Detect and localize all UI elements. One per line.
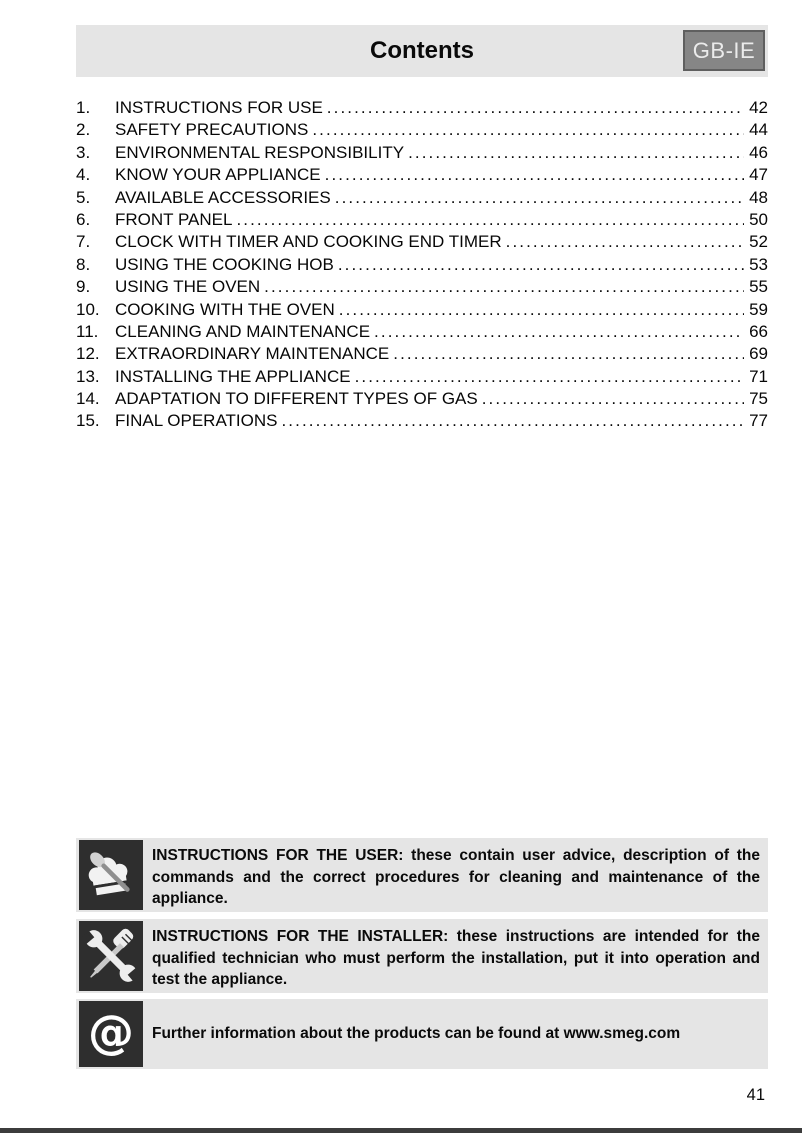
toc-entry[interactable] (76, 410, 768, 432)
toc-entry-page: 53 (749, 254, 768, 274)
toc-entry-page: 77 (749, 411, 768, 431)
toc-entry[interactable] (76, 97, 768, 119)
toc-entry-page: 46 (749, 142, 768, 162)
info-box-installer-text: INSTRUCTIONS FOR THE INSTALLER: these instructions are intended for the qualified technician who must perform the installation, put it into operation and test the appliance. (152, 928, 760, 988)
info-box-user (76, 838, 768, 912)
toc-entry-title: KNOW YOUR APPLIANCE (115, 165, 321, 185)
at-symbol-icon (79, 1001, 143, 1067)
toc-entry-title: COOKING WITH THE OVEN (115, 299, 335, 319)
toc-dotted-leader (312, 119, 744, 141)
at-glyph: @ (88, 1005, 134, 1059)
footer-rule (0, 1128, 802, 1133)
toc-dotted-leader (408, 142, 744, 164)
info-box-web-text: Further information about the products can be found at www.smeg.com (152, 1025, 681, 1043)
toc-dotted-leader (506, 231, 744, 253)
toc-entry-title: FRONT PANEL (115, 209, 233, 229)
toc-entry-title: INSTALLING THE APPLIANCE (115, 366, 351, 386)
toc-entry-page: 69 (749, 344, 768, 364)
wrench-screwdriver-icon (79, 921, 143, 991)
toc-entry[interactable] (76, 276, 768, 298)
toc-entry[interactable] (76, 119, 768, 141)
toc-entry-page: 44 (749, 120, 768, 140)
toc-entry-title: USING THE OVEN (115, 277, 261, 297)
toc-dotted-leader (338, 254, 744, 276)
toc-entry[interactable] (76, 187, 768, 209)
toc-entry-number: 6. (76, 209, 91, 229)
toc-dotted-leader (335, 187, 744, 209)
toc-entry-title: FINAL OPERATIONS (115, 411, 278, 431)
toc-entry-number: 7. (76, 232, 91, 252)
toc-entry[interactable] (76, 343, 768, 365)
toc-entry-title: CLEANING AND MAINTENANCE (115, 321, 371, 341)
toc-entry-page: 71 (749, 366, 768, 386)
table-of-contents (76, 97, 768, 433)
toc-entry-page: 52 (749, 232, 768, 252)
toc-entry-number: 3. (76, 142, 91, 162)
toc-entry-title: EXTRAORDINARY MAINTENANCE (115, 344, 390, 364)
toc-entry-number: 11. (76, 321, 99, 341)
info-box-installer (76, 919, 768, 993)
toc-entry-number: 9. (76, 277, 91, 297)
toc-entry-page: 66 (749, 321, 768, 341)
toc-entry-title: USING THE COOKING HOB (115, 254, 334, 274)
toc-entry[interactable] (76, 231, 768, 253)
toc-entry-page: 59 (749, 299, 768, 319)
toc-entry-title: CLOCK WITH TIMER AND COOKING END TIMER (115, 232, 502, 252)
toc-entry-title: ENVIRONMENTAL RESPONSIBILITY (115, 142, 405, 162)
toc-entry-page: 50 (749, 209, 768, 229)
toc-entry-page: 75 (749, 389, 768, 409)
toc-dotted-leader (325, 164, 744, 186)
toc-entry[interactable] (76, 209, 768, 231)
toc-dotted-leader (339, 299, 744, 321)
toc-dotted-leader (374, 321, 744, 343)
toc-entry[interactable] (76, 254, 768, 276)
toc-entry-number: 15. (76, 411, 100, 431)
toc-entry[interactable] (76, 299, 768, 321)
toc-entry-number: 2. (76, 120, 91, 140)
language-badge: GB-IE (683, 30, 765, 71)
toc-entry[interactable] (76, 388, 768, 410)
toc-dotted-leader (327, 97, 744, 119)
toc-entry-title: ADAPTATION TO DIFFERENT TYPES OF GAS (115, 389, 478, 409)
chef-hat-spoon-icon (79, 840, 143, 910)
toc-entry-page: 48 (749, 187, 768, 207)
page-number: 41 (746, 1086, 765, 1104)
info-box-user-text: INSTRUCTIONS FOR THE USER: these contain user advice, description of the commands and the correct procedures for cleaning and maintenance of the appliance. (152, 847, 760, 907)
toc-entry-page: 47 (749, 165, 768, 185)
toc-entry[interactable] (76, 321, 768, 343)
page-title: Contents (370, 37, 474, 64)
toc-dotted-leader (281, 410, 744, 432)
toc-dotted-leader (355, 366, 745, 388)
toc-entry[interactable] (76, 164, 768, 186)
toc-entry-number: 10. (76, 299, 100, 319)
toc-entry-number: 5. (76, 187, 91, 207)
toc-entry-number: 14. (76, 389, 100, 409)
toc-entry-number: 13. (76, 366, 100, 386)
toc-entry-title: SAFETY PRECAUTIONS (115, 120, 309, 140)
toc-dotted-leader (393, 343, 744, 365)
info-box-web (76, 999, 768, 1069)
toc-entry-title: AVAILABLE ACCESSORIES (115, 187, 331, 207)
toc-entry-number: 1. (76, 98, 91, 117)
toc-entry[interactable] (76, 142, 768, 164)
header-bar (76, 25, 768, 77)
toc-entry-number: 8. (76, 254, 91, 274)
toc-entry-page: 55 (749, 277, 768, 297)
toc-entry-page: 42 (749, 98, 768, 117)
toc-dotted-leader (264, 276, 744, 298)
toc-dotted-leader (482, 388, 744, 410)
toc-entry-title: INSTRUCTIONS FOR USE (115, 98, 323, 117)
toc-entry-number: 12. (76, 344, 100, 364)
toc-entry-number: 4. (76, 165, 91, 185)
toc-dotted-leader (236, 209, 744, 231)
toc-entry[interactable] (76, 366, 768, 388)
